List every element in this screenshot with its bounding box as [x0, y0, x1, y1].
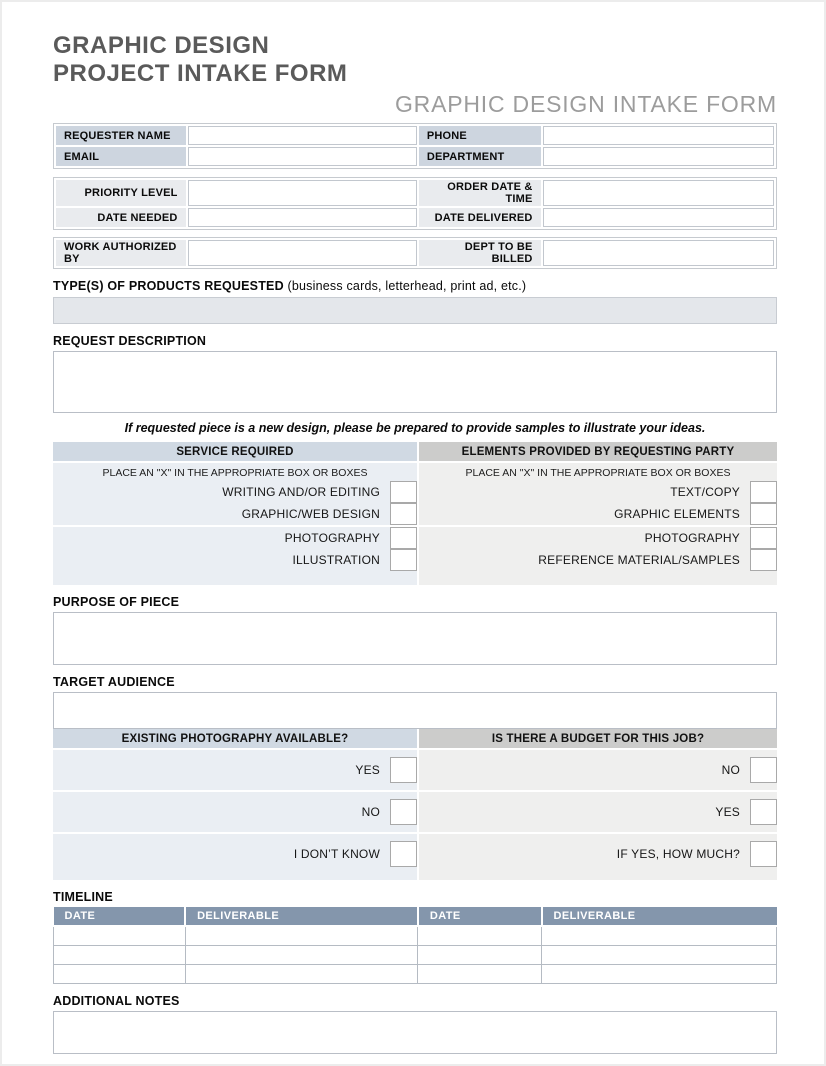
dept-to-be-billed-label: DEPT TO BE BILLED — [419, 240, 541, 266]
contact-table — [53, 123, 777, 169]
photography-provided-checkbox[interactable] — [750, 527, 777, 549]
reference-material-label: REFERENCE MATERIAL/SAMPLES — [538, 553, 740, 567]
purpose-input[interactable] — [53, 612, 777, 665]
timeline-cell[interactable] — [54, 926, 186, 945]
products-requested-input[interactable] — [53, 297, 777, 324]
additional-notes-label: ADDITIONAL NOTES — [53, 993, 180, 1008]
photography-available-pane — [53, 729, 417, 880]
graphic-web-design-checkbox[interactable] — [390, 503, 417, 525]
option-row — [419, 792, 777, 832]
reference-material-checkbox[interactable] — [750, 549, 777, 571]
page-title-line1: GRAPHIC DESIGN — [53, 32, 270, 59]
option-row — [419, 481, 777, 503]
page-title — [53, 32, 777, 88]
work-authorized-by-input[interactable] — [188, 240, 417, 266]
budget-how-much-label: IF YES, HOW MUCH? — [616, 847, 740, 861]
timeline-row — [54, 964, 777, 983]
date-needed-label: DATE NEEDED — [56, 208, 186, 227]
authorization-table — [53, 237, 777, 269]
text-copy-checkbox[interactable] — [750, 481, 777, 503]
form-content — [2, 32, 824, 1054]
requester-name-input[interactable] — [188, 126, 417, 145]
products-requested-hint-text: (business cards, letterhead, print ad, etc.) — [287, 279, 527, 293]
option-row — [419, 549, 777, 571]
timeline-cell[interactable] — [185, 964, 418, 983]
photography-available-body — [53, 750, 417, 880]
timeline-cell[interactable] — [54, 945, 186, 964]
writing-editing-checkbox[interactable] — [390, 481, 417, 503]
dept-to-be-billed-input[interactable] — [543, 240, 774, 266]
request-description-label: REQUEST DESCRIPTION — [53, 334, 207, 348]
graphic-web-design-label: GRAPHIC/WEB DESIGN — [241, 507, 380, 521]
photo-yes-checkbox[interactable] — [390, 757, 417, 783]
audience-input[interactable] — [53, 692, 777, 729]
photography-provided-label: PHOTOGRAPHY — [644, 531, 740, 545]
service-required-header: SERVICE REQUIRED — [53, 442, 417, 461]
timeline-cell[interactable] — [185, 926, 418, 945]
elements-provided-header: ELEMENTS PROVIDED BY REQUESTING PARTY — [419, 442, 777, 461]
option-row — [53, 792, 417, 832]
option-row — [53, 834, 417, 874]
department-label: DEPARTMENT — [419, 147, 541, 166]
requester-name-label: REQUESTER NAME — [56, 126, 186, 145]
timeline-header-date-1: DATE — [54, 907, 186, 926]
illustration-label: ILLUSTRATION — [292, 553, 380, 567]
schedule-table — [53, 177, 777, 230]
phone-input[interactable] — [543, 126, 774, 145]
elements-provided-pane — [419, 442, 777, 585]
text-copy-label: TEXT/COPY — [670, 485, 740, 499]
option-row — [53, 503, 417, 525]
photography-budget-section — [53, 729, 777, 880]
photography-service-label: PHOTOGRAPHY — [284, 531, 380, 545]
timeline-table — [53, 907, 777, 984]
photo-no-checkbox[interactable] — [390, 799, 417, 825]
audience-label: TARGET AUDIENCE — [53, 675, 175, 689]
timeline-header-deliverable-1: DELIVERABLE — [185, 907, 418, 926]
option-row — [53, 549, 417, 571]
budget-pane — [419, 729, 777, 880]
timeline-cell[interactable] — [418, 926, 542, 945]
timeline-cell[interactable] — [185, 945, 418, 964]
service-required-body — [53, 463, 417, 585]
date-delivered-input[interactable] — [543, 208, 774, 227]
products-requested-label-text: TYPE(S) OF PRODUCTS REQUESTED — [53, 279, 284, 293]
department-input[interactable] — [543, 147, 774, 166]
page-title-line2: PROJECT INTAKE FORM — [53, 60, 348, 87]
option-row — [419, 527, 777, 549]
photo-dont-know-label: I DON’T KNOW — [293, 847, 380, 861]
option-row — [53, 750, 417, 790]
budget-how-much-checkbox[interactable] — [750, 841, 777, 867]
timeline-cell[interactable] — [542, 926, 777, 945]
budget-header: IS THERE A BUDGET FOR THIS JOB? — [419, 729, 777, 748]
budget-body — [419, 750, 777, 880]
option-row — [53, 527, 417, 549]
option-row — [419, 750, 777, 790]
timeline-header-row — [54, 907, 777, 926]
products-requested-label — [53, 279, 777, 293]
elements-provided-body — [419, 463, 777, 585]
timeline-row — [54, 945, 777, 964]
timeline-cell[interactable] — [418, 964, 542, 983]
samples-note: If requested piece is a new design, please be prepared to provide samples to illustrate your ideas. — [124, 421, 706, 435]
timeline-cell[interactable] — [54, 964, 186, 983]
photo-yes-label: YES — [355, 763, 380, 777]
timeline-cell[interactable] — [542, 964, 777, 983]
option-row — [419, 834, 777, 874]
photography-service-checkbox[interactable] — [390, 527, 417, 549]
timeline-cell[interactable] — [418, 945, 542, 964]
timeline-header-date-2: DATE — [418, 907, 542, 926]
date-needed-input[interactable] — [188, 208, 417, 227]
photo-no-label: NO — [361, 805, 380, 819]
additional-notes-input[interactable] — [53, 1011, 777, 1054]
priority-level-input[interactable] — [188, 180, 417, 206]
phone-label: PHONE — [419, 126, 541, 145]
order-date-time-input[interactable] — [543, 180, 774, 206]
form-subtitle: GRAPHIC DESIGN INTAKE FORM — [394, 91, 777, 117]
date-delivered-label: DATE DELIVERED — [419, 208, 541, 227]
photo-dont-know-checkbox[interactable] — [390, 841, 417, 867]
email-input[interactable] — [188, 147, 417, 166]
option-row — [419, 503, 777, 525]
service-required-instruction: PLACE AN "X" IN THE APPROPRIATE BOX OR BOXES — [102, 467, 368, 479]
timeline-header-deliverable-2: DELIVERABLE — [542, 907, 777, 926]
priority-level-label: PRIORITY LEVEL — [56, 180, 186, 206]
timeline-row — [54, 926, 777, 945]
graphic-elements-checkbox[interactable] — [750, 503, 777, 525]
photography-available-header: EXISTING PHOTOGRAPHY AVAILABLE? — [53, 729, 417, 748]
service-elements-section — [53, 442, 777, 585]
writing-editing-label: WRITING AND/OR EDITING — [222, 485, 380, 499]
option-row — [53, 481, 417, 503]
budget-no-checkbox[interactable] — [750, 757, 777, 783]
budget-no-label: NO — [721, 763, 740, 777]
timeline-label: TIMELINE — [53, 890, 113, 904]
elements-provided-instruction: PLACE AN "X" IN THE APPROPRIATE BOX OR BOXES — [465, 467, 731, 479]
budget-yes-label: YES — [715, 805, 740, 819]
budget-yes-checkbox[interactable] — [750, 799, 777, 825]
request-description-input[interactable] — [53, 351, 777, 413]
purpose-label: PURPOSE OF PIECE — [53, 595, 180, 609]
email-label: EMAIL — [56, 147, 186, 166]
timeline-cell[interactable] — [542, 945, 777, 964]
order-date-time-label: ORDER DATE & TIME — [419, 180, 541, 206]
illustration-checkbox[interactable] — [390, 549, 417, 571]
work-authorized-by-label: WORK AUTHORIZED BY — [56, 240, 186, 266]
graphic-elements-label: GRAPHIC ELEMENTS — [614, 507, 740, 521]
service-required-pane — [53, 442, 417, 585]
